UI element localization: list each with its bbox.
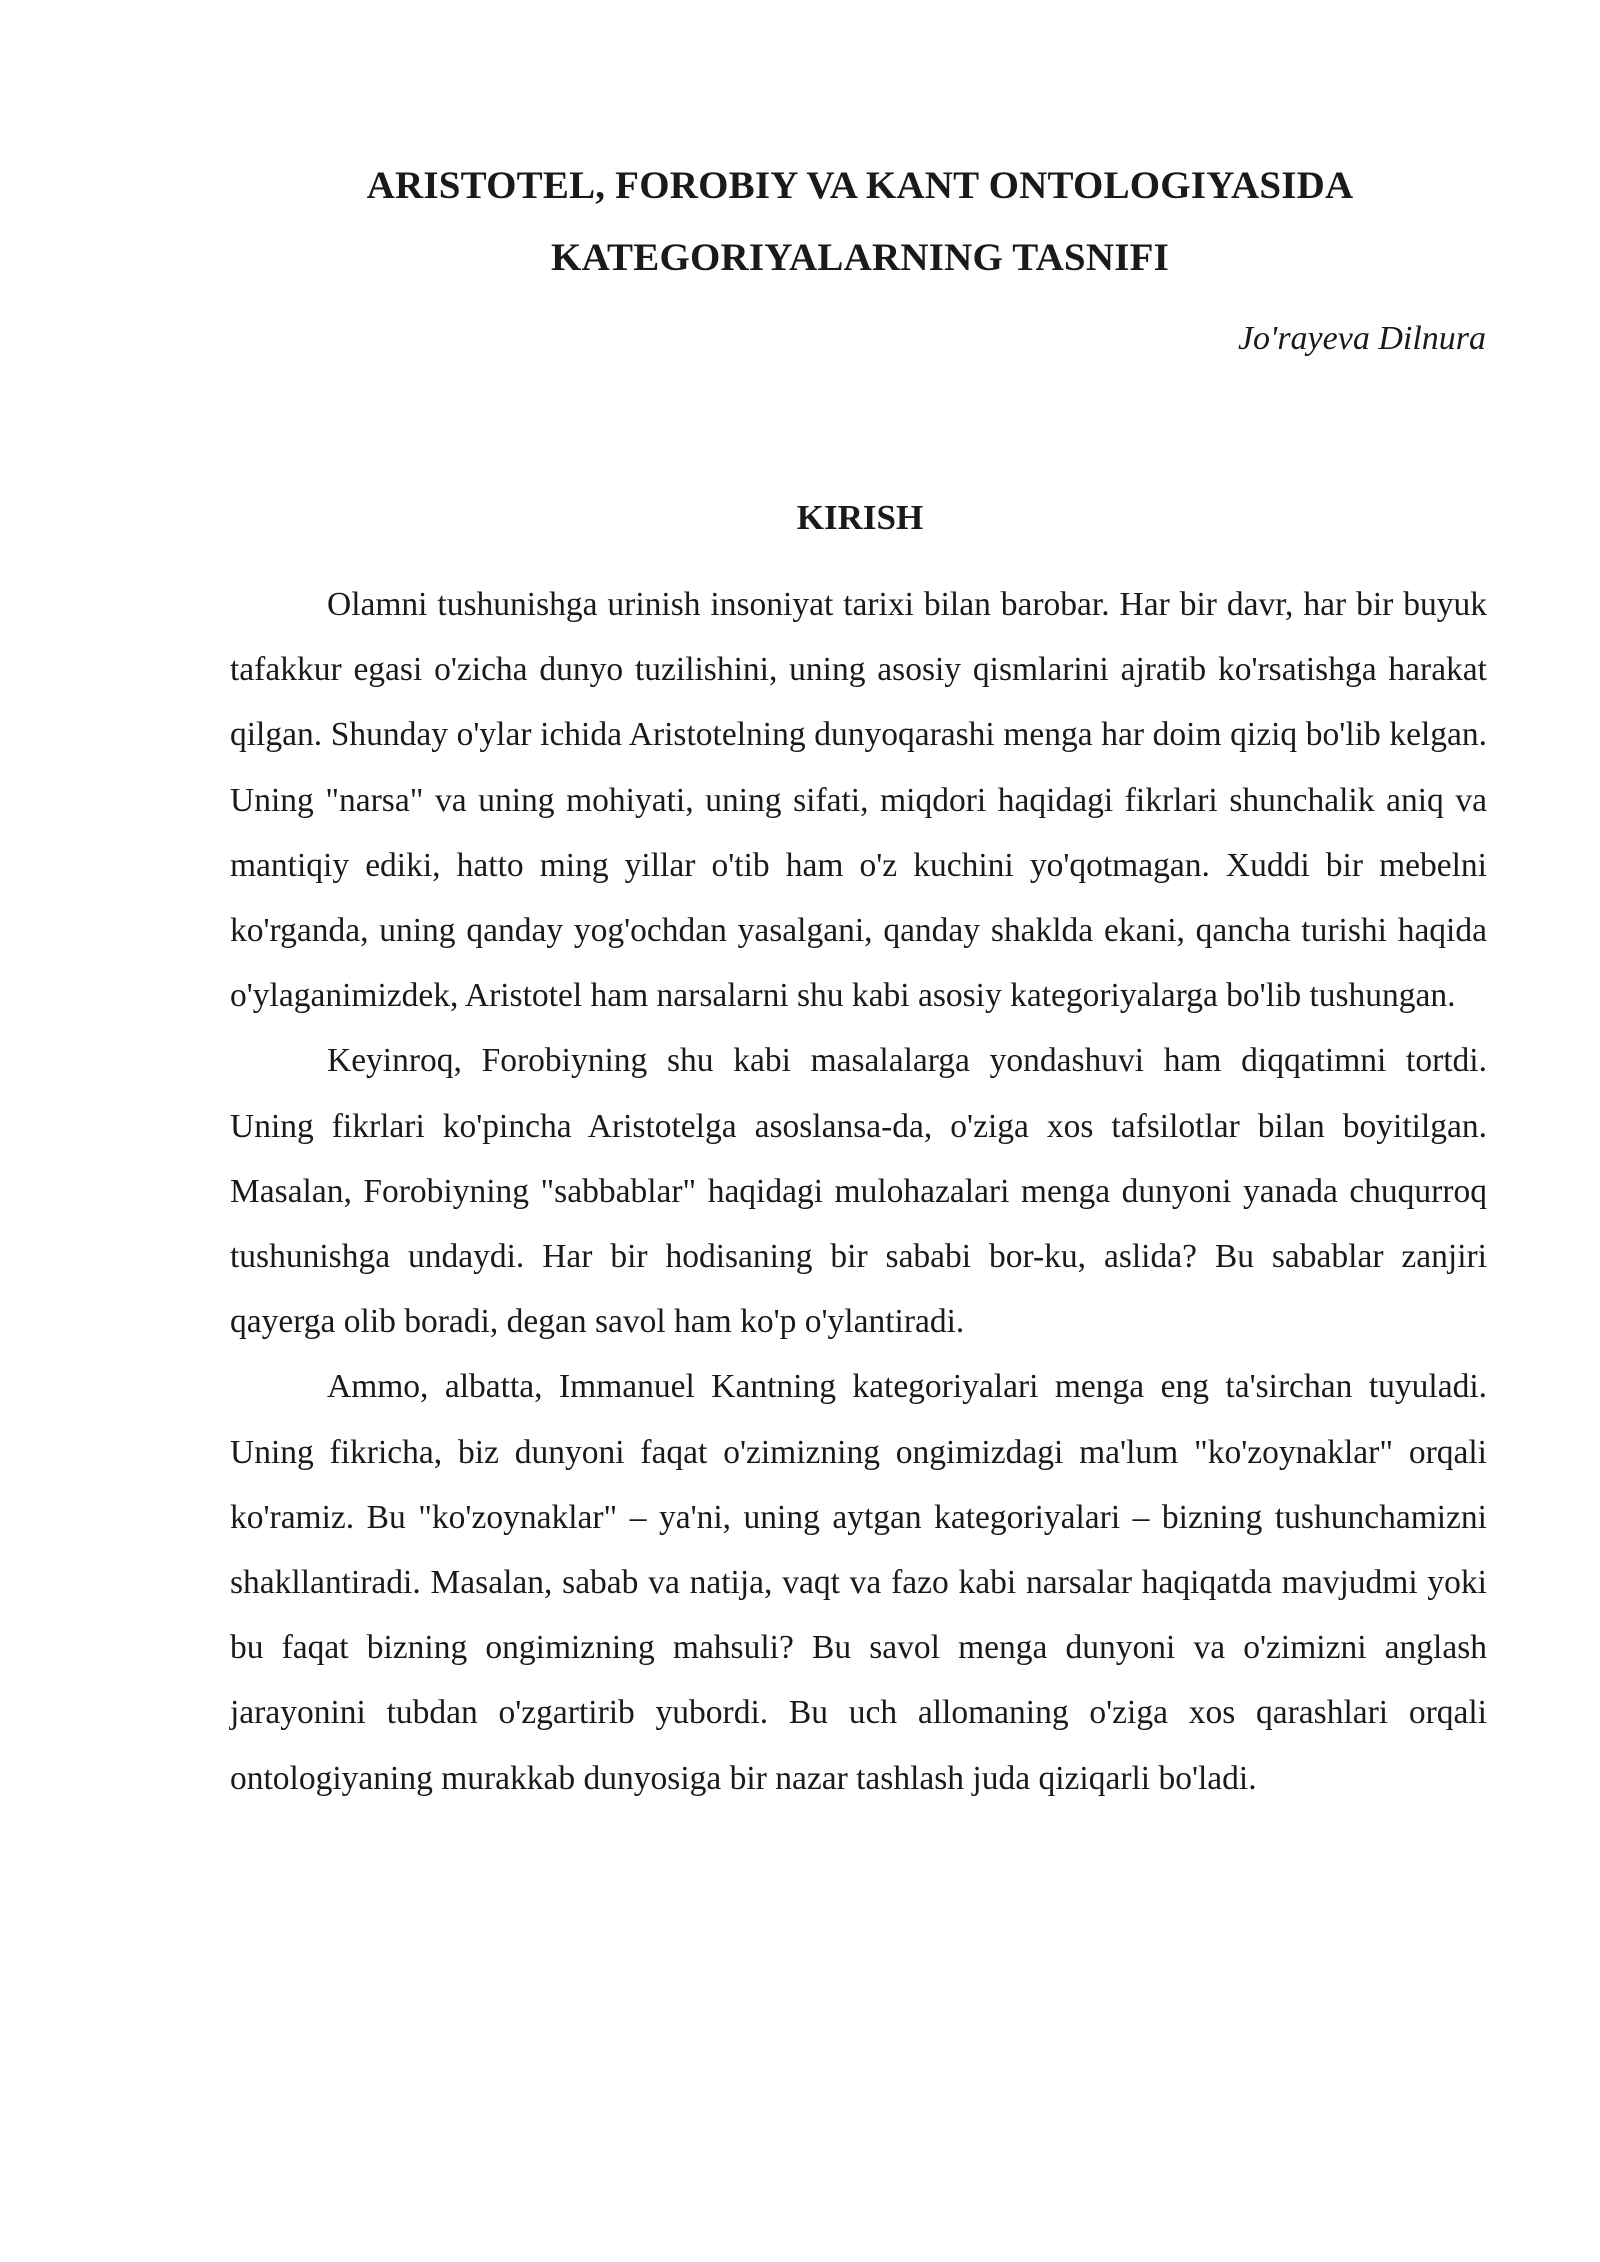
title-line-1: ARISTOTEL, FOROBIY VA KANT ONTOLOGIYASIDA (366, 164, 1354, 207)
section-heading: KIRISH (796, 498, 924, 537)
body-text (230, 572, 1487, 1811)
author-name: Jo'rayeva Dilnura (1237, 320, 1486, 357)
paragraph: Keyinroq, Forobiyning shu kabi masalalarga yondashuvi ham diqqatimni tortdi. Uning fikrlari ko'pincha Aristotelga asoslansa-da, o'ziga xos tafsilotlar bilan boyitilgan. Masalan, Forobiyning "sabbablar" haqidagi mulohazalari menga dunyoni yanada chuqurroq tushunishga undaydi. Har bir hodisaning bir sababi bor-ku, aslida? Bu sabablar zanjiri qayerga olib boradi, degan savol ham ko'p o'ylantiradi. (230, 1042, 1487, 1341)
paragraph: Ammo, albatta, Immanuel Kantning kategoriyalari menga eng ta'sirchan tuyuladi. Uning fikricha, biz dunyoni faqat o'zimizning ongimizdagi ma'lum "ko'zoynaklar" orqali ko'ramiz. Bu "ko'zoynaklar" – ya'ni, uning aytgan kategoriyalari – bizning tushunchamizni shakllantiradi. Masalan, sabab va natija, vaqt va fazo kabi narsalar haqiqatda mavjudmi yoki bu faqat bizning ongimizning mahsuli? Bu savol menga dunyoni va o'zimizni anglash jarayonini tubdan o'zgartirib yubordi. Bu uch allomaning o'ziga xos qarashlari orqali ontologiyaning murakkab dunyosiga bir nazar tashlash juda qiziqarli bo'ladi. (230, 1368, 1487, 1797)
document-title (230, 150, 1490, 294)
paragraph: Olamni tushunishga urinish insoniyat tarixi bilan barobar. Har bir davr, har bir buyuk tafakkur egasi o'zicha dunyo tuzilishini, uning asosiy qismlarini ajratib ko'rsatishga harakat qilgan. Shunday o'ylar ichida Aristotelning dunyoqarashi menga har doim qiziq bo'lib kelgan. Uning "narsa" va uning mohiyati, uning sifati, miqdori haqidagi fikrlari shunchalik aniq va mantiqiy ediki, hatto ming yillar o'tib ham o'z kuchini yo'qotmagan. Xuddi bir mebelni ko'rganda, uning qanday yog'ochdan yasalgani, qanday shaklda ekani, qancha turishi haqida o'ylaganimizdek, Aristotel ham narsalarni shu kabi asosiy kategoriyalarga bo'lib tushungan. (230, 586, 1487, 1015)
title-line-2: KATEGORIYALARNING TASNIFI (551, 236, 1169, 279)
